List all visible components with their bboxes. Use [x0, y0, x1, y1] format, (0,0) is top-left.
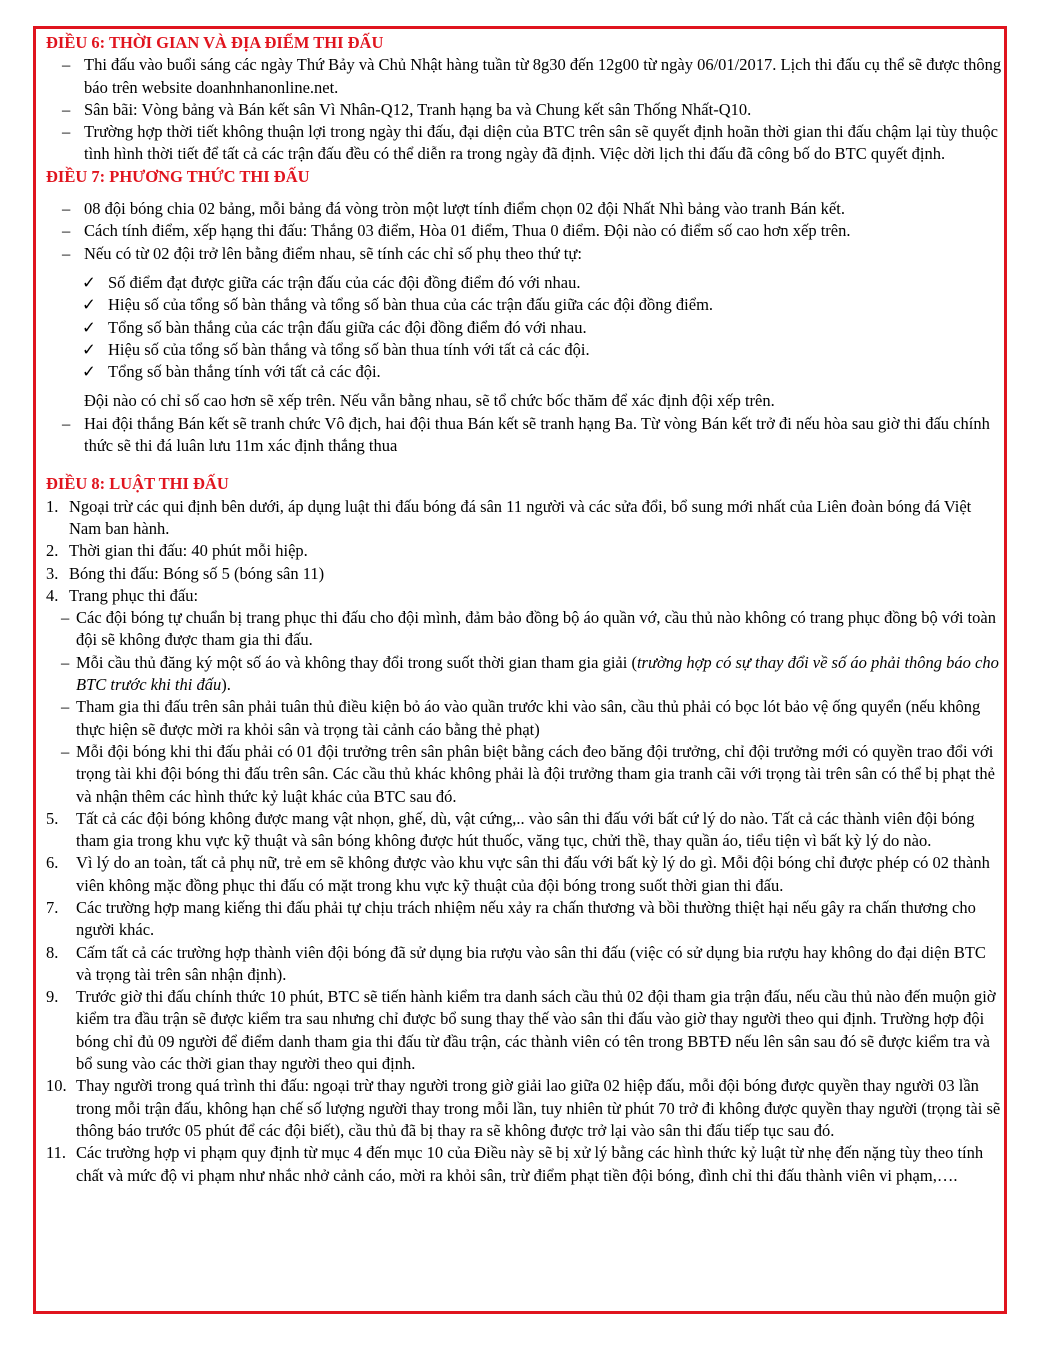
rule-text: Cấm tất cả các trường hợp thành viên đội bóng đã sử dụng bia rượu vào sân thi đấu (việc có sử dụng bia rượu hay không do đại diện BTC và trọng tài trên sân nhận định).: [76, 942, 986, 984]
dieu-6-heading: ĐIỀU 6: THỜI GIAN VÀ ĐỊA ĐIỂM THI ĐẤU: [46, 33, 384, 52]
dash-marker: –: [62, 99, 71, 119]
check-icon: ✓: [82, 272, 96, 292]
dieu-7-item: [46, 243, 1002, 265]
uniform-subitem: [46, 696, 1002, 741]
dieu-6-item-text: Trường hợp thời tiết không thuận lợi trong ngày thi đấu, đại diện của BTC trên sân sẽ quyết định hoãn thời gian thi đấu chậm lại tùy thuộc tình hình thời tiết để tất cả các trận đấu đều có thể diễn ra trong ngày đã định. Việc dời lịch thi đấu đã công bố do BTC quyết định.: [84, 122, 998, 164]
rule-text: Các trường hợp mang kiếng thi đấu phải tự chịu trách nhiệm nếu xảy ra chấn thương và bồi thường thiệt hại nếu gây ra chấn thương cho người khác.: [76, 897, 976, 940]
dash-marker: –: [62, 199, 71, 219]
rule-text: Bóng thi đấu: Bóng số 5 (bóng sân 11): [69, 563, 325, 583]
uniform-subitem: [46, 607, 1002, 652]
dash-marker: –: [62, 243, 71, 263]
rule-text: Tất cả các đội bóng không được mang vật nhọn, ghế, dù, vật cứng,.. vào sân thi đấu với bất cứ lý do nào. Tất cả các thành viên đội bóng tham gia trong khu vực kỹ thuật và sân bóng không được hút thuốc, văng tục, chửi thề, thay quần áo, tiểu tiện vì bất kỳ lý do nào.: [76, 808, 975, 851]
rule-item: [46, 986, 1002, 1075]
dieu-7-item-text: Hai đội thắng Bán kết sẽ tranh chức Vô địch, hai đội thua Bán kết sẽ tranh hạng Ba. Từ vòng Bán kết trở đi nếu hòa sau giờ thi đấu chính thức sẽ thi đá luân lưu 11m xác định thắng thua: [84, 413, 990, 456]
tiebreak-criterion-text: Số điểm đạt được giữa các trận đấu của các đội đồng điểm đó với nhau.: [108, 272, 581, 292]
tiebreak-criterion: [46, 317, 1002, 339]
tiebreak-note: Đội nào có chỉ số cao hơn sẽ xếp trên. Nếu vẫn bằng nhau, sẽ tổ chức bốc thăm để xác định đội xếp trên.: [84, 391, 775, 411]
rule-number: 1.: [46, 496, 59, 516]
rule-number: 9.: [46, 987, 59, 1007]
dash-marker: –: [62, 413, 71, 433]
rule-text: Thay người trong quá trình thi đấu: ngoại trừ thay người trong giờ giải lao giữa 02 hiệp đấu, mỗi đội bóng được quyền thay người 03 lần trong mỗi trận đấu, không hạn chế số lượng người thay trong mỗi lần, tuy nhiên từ phút 70 trở đi không được quyền thay người (trọng tài sẽ thông báo trước 05 phút để các đội biết), cầu thủ đã bị thay ra sẽ không được trở lại vào sân thi đấu tiếp tục sau đó.: [76, 1076, 1001, 1140]
rule-number: 2.: [46, 541, 59, 561]
rule-number: 6.: [46, 853, 59, 873]
tiebreak-criterion: [46, 339, 1002, 361]
tiebreak-criterion-text: Hiệu số của tổng số bàn thắng và tổng số bàn thua của các trận đấu giữa các đội đồng điểm.: [108, 295, 714, 315]
check-icon: ✓: [82, 295, 96, 315]
rule-text: Trước giờ thi đấu chính thức 10 phút, BTC sẽ tiến hành kiểm tra danh sách cầu thủ 02 đội tham gia trận đấu, nếu cầu thủ nào đến muộn giờ kiểm tra đầu trận sẽ được kiểm tra sau nhưng chỉ được bổ sung thay thế vào sân thi đấu vào giờ thay người theo qui định. Trường hợp đội bóng chỉ đủ 09 người để điểm danh tham gia thi đấu từ đầu trận, các thành viên có tên trong BBTĐ nếu lên sân sau đó sẽ được kiểm tra và bổ sung vào các thời gian thay người theo qui định.: [76, 987, 996, 1074]
dieu-6-item-text: Sân bãi: Vòng bảng và Bán kết sân Vì Nhân-Q12, Tranh hạng ba và Chung kết sân Thống Nhất-Q10.: [84, 99, 752, 119]
rule-text: Các trường hợp vi phạm quy định từ mục 4 đến mục 10 của Điều này sẽ bị xử lý bằng các hình thức kỷ luật từ nhẹ đến nặng tùy theo tính chất và mức độ vi phạm như nhắc nhở cảnh cáo, mời ra khỏi sân, trừ điểm phạt tiền đội bóng, đình chỉ thi đấu thành viên vi phạm,….: [76, 1143, 984, 1185]
dieu-7-item: [46, 220, 1002, 242]
uniform-subitem-text: Mỗi cầu thủ đăng ký một số áo và không thay đổi trong suốt thời gian tham gia giải (: [76, 652, 637, 672]
dieu-6-item-text: Thi đấu vào buổi sáng các ngày Thứ Bảy và Chủ Nhật hàng tuần từ 8g30 đến 12g00 từ ngày 06/01/2017. Lịch thi đấu cụ thể sẽ được thông báo trên website doanhnhanonline.net.: [84, 55, 1002, 97]
rule-item: [46, 897, 1002, 942]
check-icon: ✓: [82, 317, 96, 337]
check-icon: ✓: [82, 362, 96, 382]
dash-marker: –: [62, 221, 71, 241]
tiebreak-criterion: [46, 294, 1002, 316]
rule-item: [46, 540, 1002, 562]
tiebreak-criterion: [46, 272, 1002, 294]
dash-marker: –: [61, 608, 70, 628]
dash-marker: –: [61, 697, 70, 717]
dieu-7-item-text: Cách tính điểm, xếp hạng thi đấu: Thắng 03 điểm, Hòa 01 điểm, Thua 0 điểm. Đội nào có điểm số cao hơn xếp trên.: [84, 221, 851, 241]
dieu-7-item-text: Nếu có từ 02 đội trở lên bằng điểm nhau, sẽ tính các chỉ số phụ theo thứ tự:: [84, 243, 582, 263]
uniform-subitem: [46, 741, 1002, 808]
rule-item: [46, 808, 1002, 853]
dieu-6-item: [46, 121, 1002, 166]
check-icon: ✓: [82, 339, 96, 359]
dieu-6-item: [46, 54, 1002, 99]
dieu-8-heading: ĐIỀU 8: LUẬT THI ĐẤU: [46, 474, 229, 494]
dash-marker: –: [62, 55, 71, 75]
document-body: [46, 32, 1002, 1187]
rule-number: 4.: [46, 585, 59, 605]
rule-number: 5.: [46, 808, 59, 828]
rule-item: [46, 1142, 1002, 1187]
rule-number: 8.: [46, 942, 59, 962]
rule-item: [46, 585, 1002, 607]
uniform-subitem-text: Tham gia thi đấu trên sân phải tuân thủ điều kiện bỏ áo vào quần trước khi vào sân, cầu thủ phải có bọc lót bảo vệ ống quyển (nếu không thực hiện sẽ được mời ra khỏi sân và trọng tài cảnh cáo bằng thẻ phạt): [76, 697, 981, 739]
rule-item: [46, 942, 1002, 987]
tiebreak-criterion: [46, 361, 1002, 383]
dieu-6-item: [46, 99, 1002, 121]
tiebreak-criterion-text: Tổng số bàn thắng của các trận đấu giữa các đội đồng điểm đó với nhau.: [108, 317, 587, 337]
dash-marker: –: [62, 122, 71, 142]
rule-item: [46, 563, 1002, 585]
rule-text: Ngoại trừ các qui định bên dưới, áp dụng luật thi đấu bóng đá sân 11 người và các sửa đổi, bổ sung mới nhất của Liên đoàn bóng đá Việt Nam ban hành.: [69, 496, 972, 538]
dash-marker: –: [61, 741, 70, 761]
dieu-7-item-text: 08 đội bóng chia 02 bảng, mỗi bảng đá vòng tròn một lượt tính điểm chọn 02 đội Nhất Nhì bảng vào tranh Bán kết.: [84, 199, 845, 219]
dieu-7-heading: ĐIỀU 7: PHƯƠNG THỨC THI ĐẤU: [46, 166, 310, 186]
rule-item: [46, 852, 1002, 897]
uniform-subitem-text: Mỗi đội bóng khi thi đấu phải có 01 đội trưởng trên sân phân biệt bằng cách đeo băng đội trưởng, chỉ đội trưởng mới có quyền trao đổi với trọng tài khi đội bóng thi đấu trên sân. Các cầu thủ khác không phải là đội trưởng tham gia tranh cãi với trọng tài trên sân có thể bị phạt thẻ và nhận thêm các hình thức kỷ luật khác của BTC sau đó.: [76, 741, 995, 806]
uniform-subitem: [46, 652, 1002, 697]
rule-number: 7.: [46, 897, 59, 917]
rule-item: [46, 1075, 1002, 1142]
rule-text: Thời gian thi đấu: 40 phút mỗi hiệp.: [69, 541, 308, 561]
rule-number: 11.: [46, 1143, 67, 1163]
uniform-subitem-text: Các đội bóng tự chuẩn bị trang phục thi đấu cho đội mình, đảm bảo đồng bộ áo quần vớ, cầu thủ nào không có trang phục đồng bộ với toàn đội sẽ không được tham gia thi đấu.: [76, 608, 996, 650]
rule-text: Vì lý do an toàn, tất cả phụ nữ, trẻ em sẽ không được vào khu vực sân thi đấu với bất kỳ lý do gì. Mỗi đội bóng chỉ được phép có 02 thành viên không mặc đồng phục thi đấu có mặt trong khu vực kỹ thuật của đội bóng trong suốt thời gian thi đấu.: [76, 853, 990, 895]
dieu-7-item: [46, 198, 1002, 220]
rule-number: 10.: [46, 1076, 67, 1096]
rule-number: 3.: [46, 563, 59, 583]
tiebreak-criterion-text: Hiệu số của tổng số bàn thắng và tổng số bàn thua tính với tất cả các đội.: [108, 339, 590, 359]
dieu-7-item: [46, 413, 1002, 458]
rule-text: Trang phục thi đấu:: [69, 585, 199, 605]
tiebreak-criterion-text: Tổng số bàn thắng tính với tất cả các đội.: [108, 362, 381, 382]
rule-item: [46, 496, 1002, 541]
uniform-subitem-text: ).: [221, 675, 231, 695]
dash-marker: –: [61, 652, 70, 672]
uniform-subitem-italic: trường hợp có sự thay đổi về số áo phải thông báo cho BTC trước khi thi đấu: [76, 652, 999, 695]
